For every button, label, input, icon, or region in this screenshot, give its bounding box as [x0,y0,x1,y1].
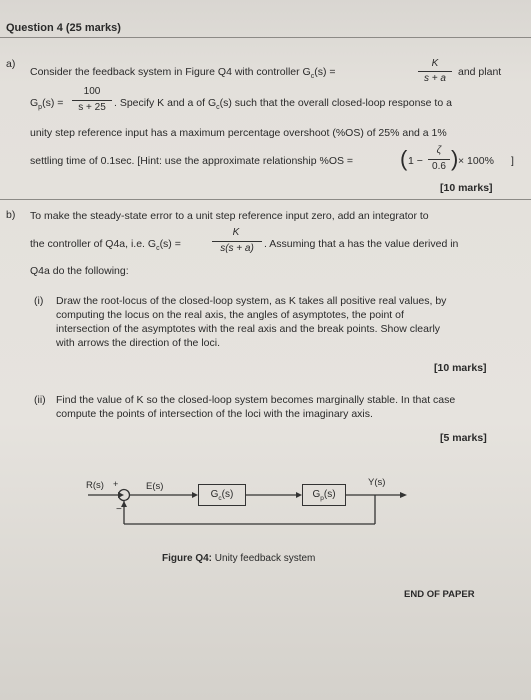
summing-minus: − [116,504,122,515]
part-b-line2-pre: the controller of Q4a, i.e. $G_c(s)$ = [30,238,181,253]
hint-bracket-close: ) [451,146,459,171]
part-a-line3: unity step reference input has a maximum percentage overshoot (%OS) of 25% and a 1% [30,127,447,139]
error-label: E(s) [146,481,164,492]
sub-i-line-3: intersection of the asymptotes with the real axis and the break points. Show clearly [56,323,441,335]
part-a-label: a) [6,58,16,70]
hint-one-minus: 1 − [408,155,423,167]
part-b-label: b) [6,209,16,221]
controller-frac-den: s + a [424,73,446,84]
sub-i-line-2: computing the locus on the real axis, the angles of asymptotes, the point of [56,309,404,321]
sub-ii-label: (ii) [34,394,46,406]
sub-i-label: (i) [34,295,44,307]
sub-i-marks: [10 marks] [434,362,487,374]
part-a-line4-pre: settling time of 0.1sec. [Hint: use the approximate relationship %OS = [30,155,354,167]
part-a-line1: Consider the feedback system in Figure Q4 with controller $G_c(s)$ = [30,66,336,81]
part-b-line2-end: . Assuming that a has the value derived in [264,238,459,250]
hint-frac-den: 0.6 [432,161,446,172]
part-a-marks: [10 marks] [440,182,493,194]
summing-plus: + [113,479,119,489]
input-label: R(s) [86,480,104,491]
integrator-frac-den: s(s + a) [220,243,254,254]
hint-bracket-open: ( [400,146,408,171]
figure-caption: Figure Q4: Unity feedback system [162,553,316,564]
end-of-paper: END OF PAPER [404,589,475,600]
plant-block: $G_p(s)$ [302,484,346,506]
part-b-line3: Q4a do the following: [30,265,129,277]
controller-block: $G_c(s)$ [198,484,246,506]
controller-frac-num: K [431,58,439,69]
part-a-line1-end: and plant [458,66,502,78]
question-title: Question 4 (25 marks) [6,22,121,34]
part-a-line2-pre: $G_p(s)$ = [30,97,64,112]
plant-frac-num: 100 [83,86,101,97]
sub-i-line-4: with arrows the direction of the loci. [56,337,220,349]
hint-times-100: × 100% [458,155,494,167]
part-a-line2: . Specify K and a of $G_c(s)$ such that the overall closed-loop response to a [114,97,452,112]
integrator-frac-num: K [232,227,240,238]
output-label: Y(s) [368,477,386,488]
sub-ii-line-1: Find the value of K so the closed-loop system becomes marginally stable. In that case [56,394,456,406]
sub-i-line-1: Draw the root-locus of the closed-loop system, as K takes all positive real values, by [56,295,447,307]
hint-close-bracket: ] [511,155,514,167]
sub-ii-marks: [5 marks] [440,432,487,444]
sub-ii-line-2: compute the points of intersection of the loci with the imaginary axis. [56,408,373,420]
plant-frac-den: s + 25 [78,102,106,113]
hint-frac-num: ζ [436,145,442,156]
part-b-line1: To make the steady-state error to a unit step reference input zero, add an integrator to [30,210,429,222]
